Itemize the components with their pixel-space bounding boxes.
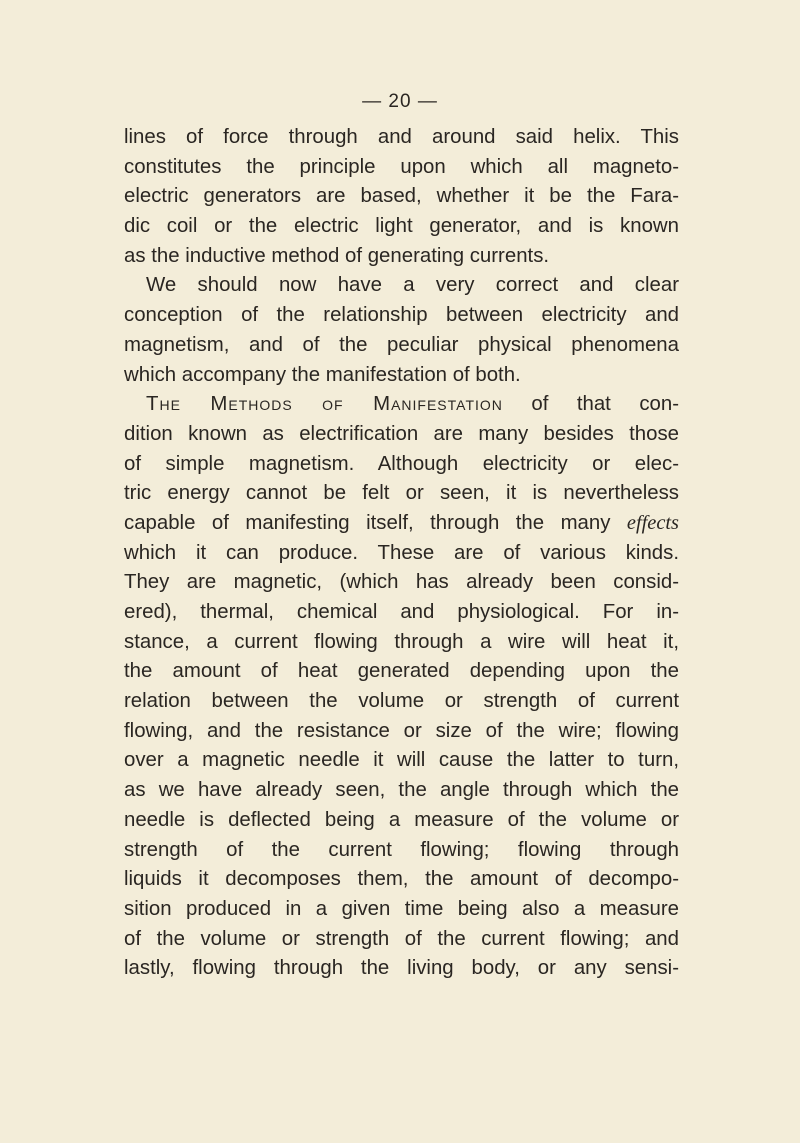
text-line	[124, 390, 679, 420]
text-line: strength of the current flowing; flowing through	[124, 838, 679, 861]
text-line: stance, a current flowing through a wire will heat it,	[124, 630, 679, 653]
text-line: lines of force through and around said helix. This	[124, 126, 679, 148]
page-number: — 20 —	[362, 91, 438, 112]
text-line: electric generators are based, whether it be the Fara-	[124, 185, 679, 208]
text-line: magnetism, and of the peculiar physical phenomena	[124, 333, 679, 356]
text-line: liquids it decomposes them, the amount of decompo-	[124, 868, 679, 891]
text-line: of simple magnetism. Although electricity or elec-	[124, 452, 679, 475]
text-line: relation between the volume or strength of current	[124, 690, 679, 713]
text-line: which accompany the manifestation of both.	[124, 363, 521, 386]
text-line: needle is deflected being a measure of the volume or	[124, 808, 679, 831]
text-line: sition produced in a given time being also a measure	[124, 897, 679, 920]
text-line: lastly, flowing through the living body, or any sensi-	[124, 957, 679, 980]
text-line: ered), thermal, chemical and physiological. For in-	[124, 601, 679, 623]
italic-term: effects	[626, 511, 679, 534]
section-heading: The Methods of Manifestation	[146, 393, 503, 416]
heading-continuation: of that con-	[502, 393, 679, 416]
text-line: of the volume or strength of the current flowing; and	[124, 927, 679, 950]
text-line: conception of the relationship between electricity and	[124, 304, 679, 327]
text-line: We should now have a very correct and clear	[146, 274, 679, 297]
text-line: as the inductive method of generating currents.	[124, 244, 550, 267]
text-line: dic coil or the electric light generator, and is known	[124, 215, 679, 238]
text-line: constitutes the principle upon which all magneto-	[124, 155, 679, 178]
text-line: the amount of heat generated depending upon the	[124, 660, 679, 683]
text-line: over a magnetic needle it will cause the latter to turn,	[124, 749, 679, 772]
text-line: flowing, and the resistance or size of the wire; flowing	[124, 719, 679, 742]
text-fragment: capable of manifesting itself, through the many	[124, 511, 627, 534]
text-line	[124, 509, 679, 539]
text-line: which it can produce. These are of various kinds.	[124, 541, 679, 564]
body-text	[124, 123, 679, 984]
text-line: dition known as electrification are many besides those	[124, 422, 679, 445]
text-line: tric energy cannot be felt or seen, it is nevertheless	[124, 482, 679, 505]
text-line: as we have already seen, the angle through which the	[124, 779, 679, 802]
text-line: They are magnetic, (which has already been consid-	[124, 571, 679, 594]
